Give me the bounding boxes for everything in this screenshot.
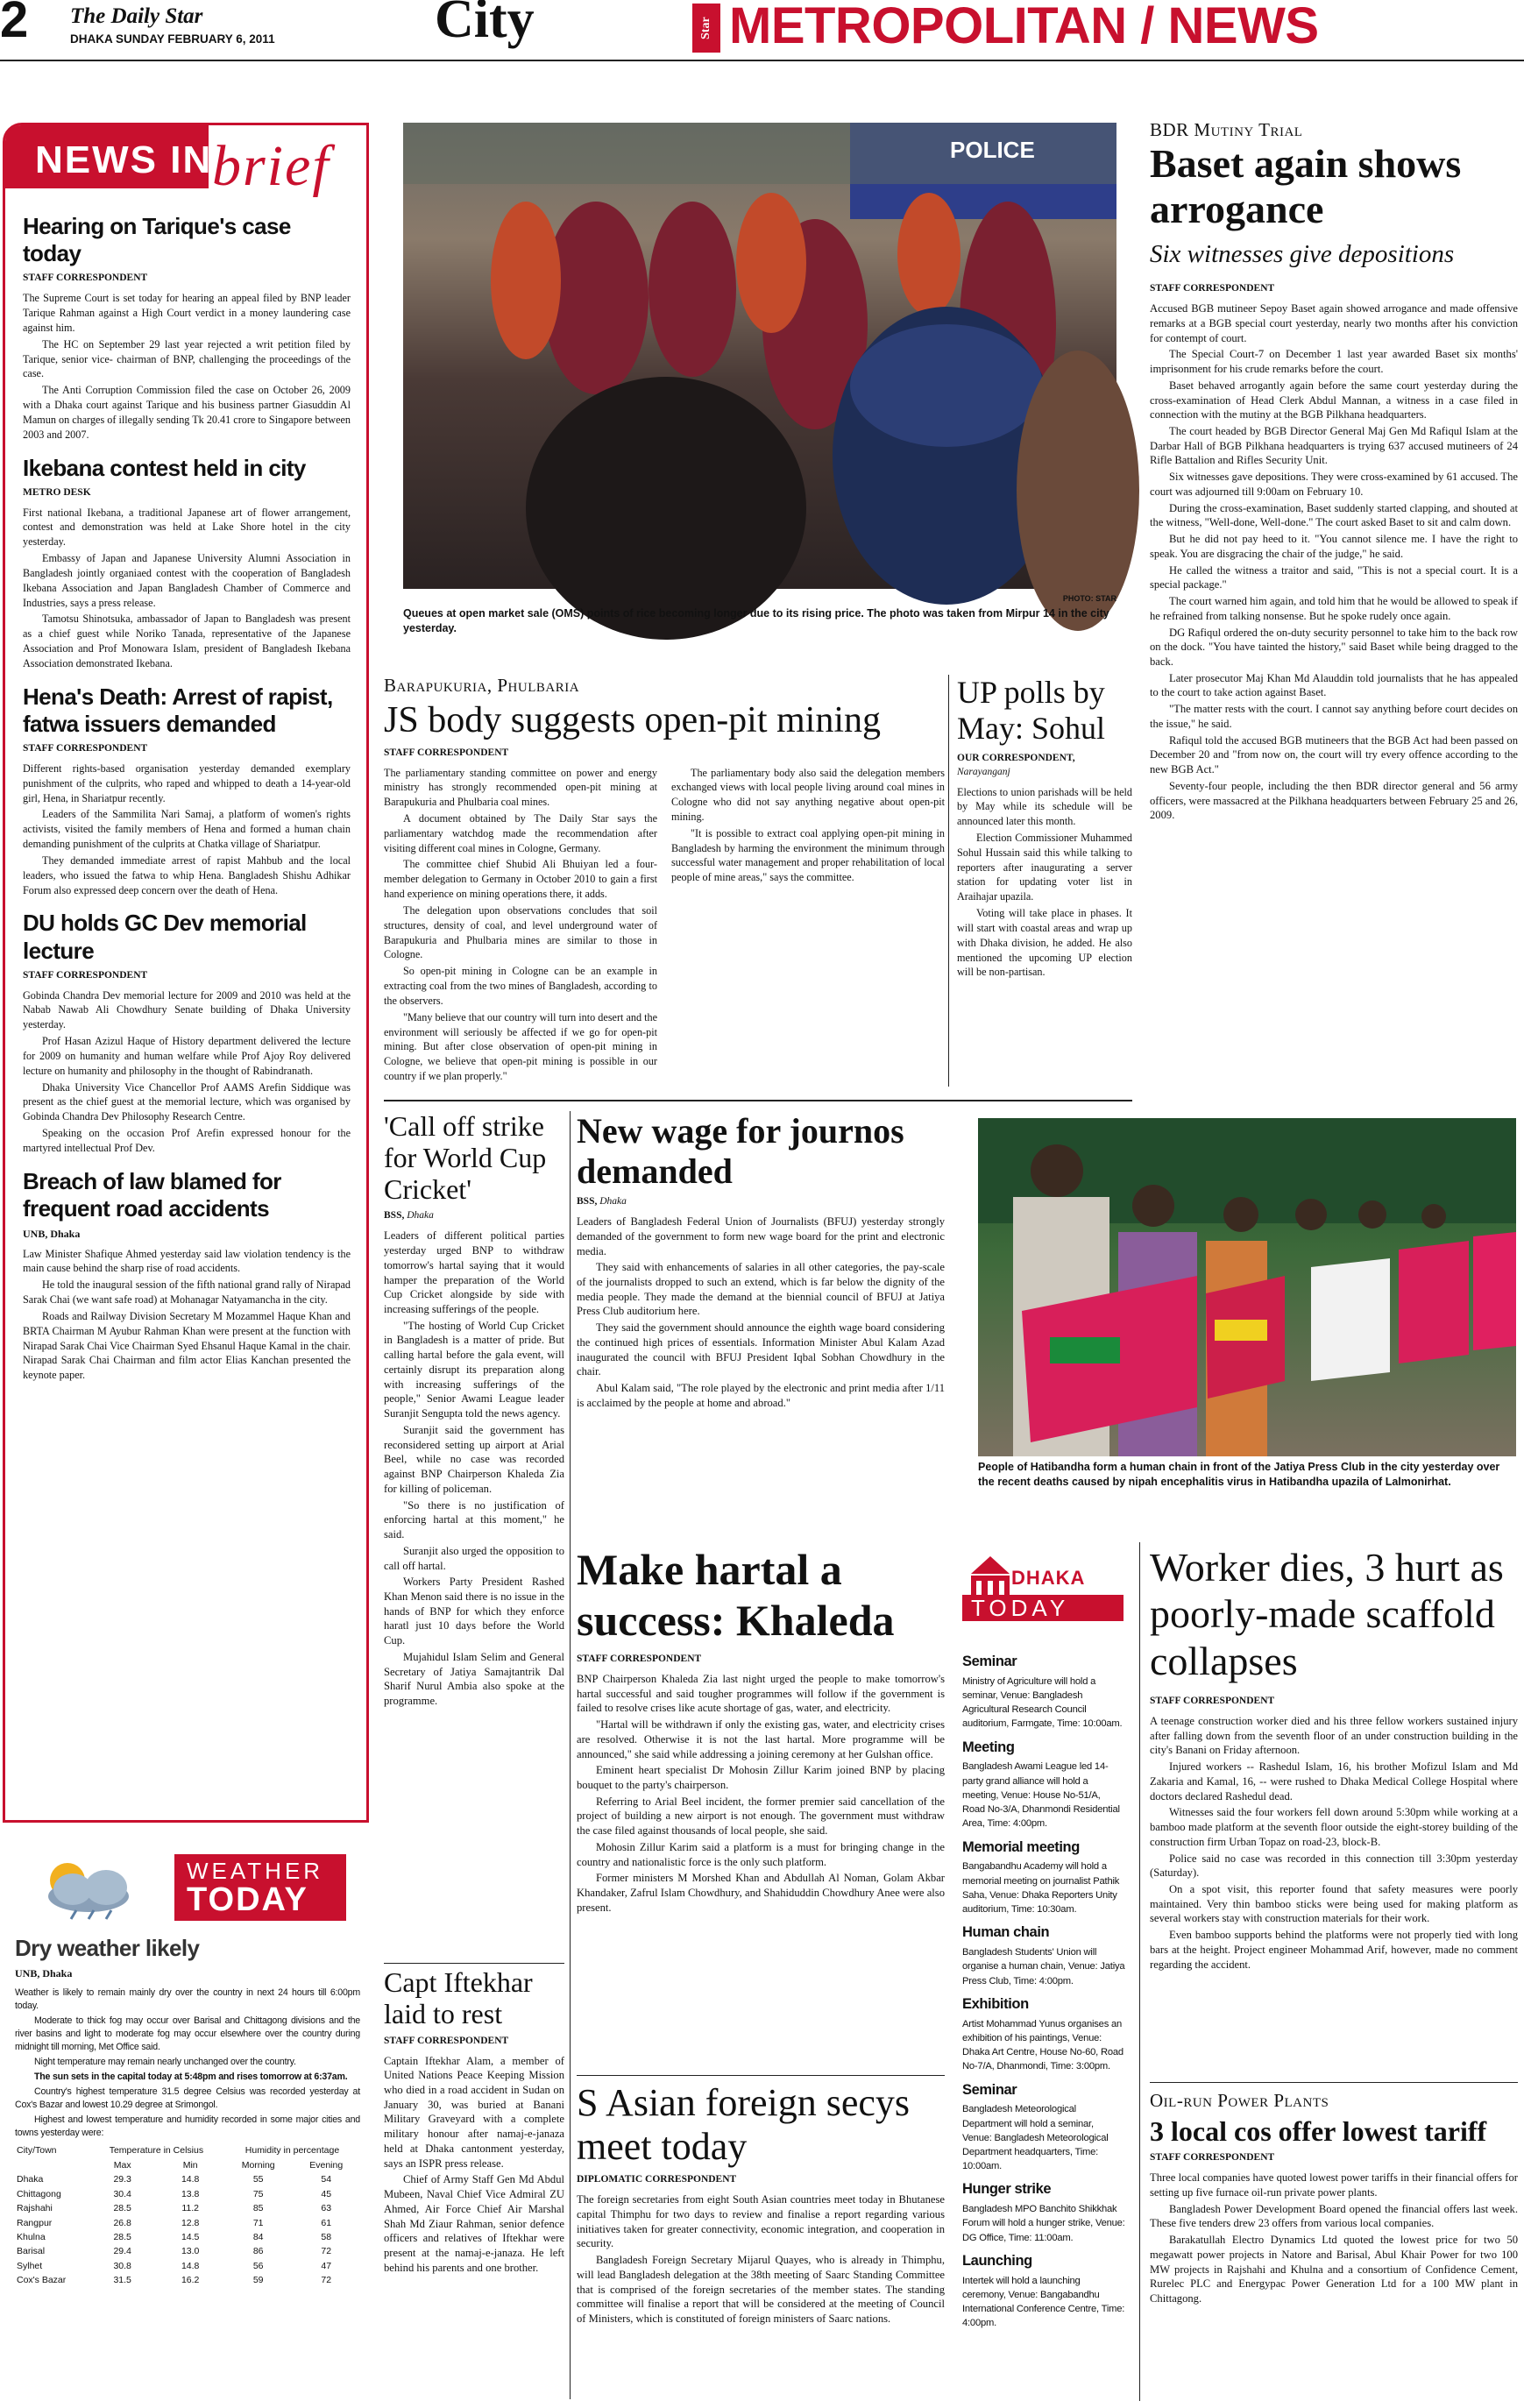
brief-header-bar	[5, 125, 366, 197]
brief-title-script: brief	[212, 134, 330, 198]
brief-item	[23, 213, 351, 443]
table-cell: 29.3	[113, 2174, 131, 2185]
event-item	[962, 1923, 1125, 1987]
event-text: Bangladesh Students' Union will organise a human chain, Venue: Jatiya Press Club, Time: 4:00pm.	[962, 1947, 1125, 1987]
paragraph: They said with enhancements of salaries in all other categories, the pay-scale of the journalists dropped to such an extend, which is far below the dignity of the media people. They made the demand at the biennial council of BFUJ at Jatiya Press Club auditorium here.	[577, 1261, 945, 1318]
paragraph: Embassy of Japan and Japanese University Alumni Association in Bangladesh jointly organiaed contest with the cooperation of Bangladesh Ikebana Association and Japan Bangladesh Chamber of Commerce and Industries, says a press release.	[23, 552, 351, 609]
paragraph: Elections to union parishads will be held by May while its schedule will be announced later this month.	[957, 785, 1132, 828]
paragraph: Referring to Arial Beel incident, the former premier said cancellation of the project of building a new airport is not enough. The government must withdraw the case filed against thousands of local people, she said.	[577, 1795, 945, 1838]
js-headline: JS body suggests open-pit mining	[384, 700, 882, 741]
paragraph: The parliamentary standing committee on power and energy ministry has strongly recommended open-pit mining at Barapukuria and Phulbaria coal mines.	[384, 766, 657, 809]
weather-banner	[3, 1845, 364, 1926]
brief-item	[23, 455, 351, 671]
hartal-byline: STAFF CORRESPONDENT	[577, 1654, 702, 1664]
event-item	[962, 1652, 1125, 1732]
paragraph: They said the government should announce the eighth wage board considering the continued high prices of essentials. Information Minister Abul Kalam Azad inaugurated the council with BFUJ President Iqbal Sobhan Chowdhury in the chair.	[577, 1321, 945, 1378]
paragraph: The Anti Corruption Commission filed the case on October 26, 2009 with a Dhaka court against Tarique and his business partner Giasuddin Al Mamun on charges of illegally sending Tk 20.41 crore to Singapore between 2003 and 2007.	[23, 384, 351, 441]
paragraph: Leaders of Bangladesh Federal Union of Journalists (BFUJ) yesterday strongly demanded of the government to form new wage board for the print and electronic media.	[577, 1215, 945, 1257]
photo2-caption: People of Hatibandha form a human chain in front of the Jatiya Press Club in the city yesterday over the recent deaths caused by nipah encephalitis virus in Hatibandha upazila of Lalmonirhat.	[978, 1461, 1500, 1488]
event-item	[962, 1838, 1125, 1917]
table-cell: Rajshahi	[17, 2203, 53, 2214]
table-header: Temperature in Celsius	[109, 2145, 204, 2157]
table-cell: 12.8	[181, 2217, 200, 2228]
table-cell: 47	[321, 2260, 332, 2271]
bdr-kicker: BDR Mutiny Trial	[1150, 119, 1303, 140]
callstrike-place: Dhaka	[407, 1210, 434, 1222]
brief-byline: STAFF CORRESPONDENT	[23, 969, 148, 981]
masthead	[0, 0, 1524, 63]
worker-story	[1150, 1544, 1518, 2070]
paragraph: Barakatullah Electro Dynamics Ltd quoted the lowest price for two 50 megawatt power projects in Natore and Barisal, Abul Khair Power for two 100 MW projects in Rajshahi and Khulna and a consortium of Confidence Cement, Rurelec PLC and Energypac Power Generation Ltd for a 100 MW plant in Chittagong.	[1150, 2234, 1518, 2305]
paragraph: The parliamentary body also said the delegation members exchanged views with local people living around coal mines in Cologne who did not say anything negative about open-pit mining.	[671, 766, 945, 823]
table-cell: Barisal	[17, 2246, 46, 2257]
js-story	[384, 675, 945, 1095]
paragraph: Country's highest temperature 31.5 degree Celsius was recorded yesterday at Cox's Bazar and lowest 10.29 degree at Srimongol.	[15, 2086, 360, 2110]
oms-queue-photo-art	[403, 123, 1116, 589]
paragraph: Former ministers M Morshed Khan and Abdullah Al Noman, Golam Akbar Khandaker, Zafrul Islam Chowdhury, and Shahiduddin Chowdhury Anee were also present.	[577, 1872, 945, 1914]
paragraph: Mohosin Zillur Karim said a platform is a must for bringing change in the country and nationalistic force is the only such platform.	[577, 1840, 945, 1868]
table-cell: 31.5	[113, 2275, 131, 2286]
up-place: Narayanganj	[957, 766, 1010, 777]
paragraph: Mujahidul Islam Selim and General Secretary of Jatiya Samajtantrik Dal Sharif Nurul Ambia also spoke at the programme.	[384, 1650, 564, 1708]
weather-banner-bottom: TODAY	[187, 1881, 308, 1918]
sun-line: The sun sets in the capital today at 5:48pm and rises tomorrow at 6:37am.	[34, 2071, 348, 2082]
js-columns	[384, 766, 945, 1090]
page-number: 2	[0, 0, 29, 48]
journos-byline-wrap	[577, 1195, 945, 1209]
table-cell: 86	[252, 2246, 264, 2257]
paragraph: Night temperature may remain nearly unchanged over the country.	[34, 2056, 296, 2067]
table-row	[15, 2244, 360, 2258]
event-title: Hunger strike	[962, 2181, 1052, 2198]
event-item	[962, 1738, 1125, 1831]
paragraph: Even bamboo supports behind the platforms were not properly tied with long bars at the height. Project engineer Mohammad Arif, however, made no comment regarding the accident.	[1150, 1929, 1518, 1971]
brief-items	[23, 213, 351, 1817]
paragraph: "So there is no justification of enforcing hartal at this moment," he said.	[384, 1498, 564, 1541]
hartal-headline: Make hartal a success: Khaleda	[577, 1545, 895, 1645]
photo2-credit: PHOTO: STAR	[953, 1344, 961, 1399]
news-in-brief-box	[3, 123, 369, 1823]
bdr-story	[1150, 119, 1518, 1092]
human-chain-photo	[953, 1118, 1516, 1456]
human-chain-photo-art	[978, 1118, 1516, 1456]
dateline: DHAKA SUNDAY FEBRUARY 6, 2011	[70, 32, 275, 46]
event-text: Bangabandhu Academy will hold a memorial meeting on journalist Pathik Saha, Venue: Dhaka Reporters Unity auditorium, Time: 10:30am.	[962, 1861, 1120, 1916]
paragraph: Suranjit also urged the opposition to call off hartal.	[384, 1544, 564, 1572]
paragraph: Bangladesh Foreign Secretary Mijarul Quayes, who is already in Thimphu, will lead Bangladesh delegation at the 38th meeting of Saarc Standing Committee that is comprised of the foreign secretaries of the member states. The standing committee will finalise a report that will be considered at the meeting of Council of Ministers, which is constituted of foreign ministers of Saarc nations.	[577, 2254, 945, 2326]
dhaka-today-bottom: TODAY	[971, 1595, 1070, 1621]
paragraph: Three local companies have quoted lowest power tariffs in their financial offers for setting up five furnace oil-run private power plants.	[1150, 2171, 1518, 2199]
journos-headline: New wage for journos demanded	[577, 1111, 904, 1191]
event-title: Seminar	[962, 1654, 1017, 1669]
iftekhar-byline: STAFF CORRESPONDENT	[384, 2035, 509, 2046]
paragraph: A teenage construction worker died and his three fellow workers sustained injury after falling down from the seventh floor of an under construction building in the city's Banani on Friday afternoon.	[1150, 1714, 1518, 1757]
paragraph: A document obtained by The Daily Star says the parliamentary watchdog made the recommendation after visiting different coal mines in Cologne, Germany.	[384, 811, 657, 854]
section-metropolitan: METROPOLITAN / NEWS	[729, 0, 1319, 54]
paragraph: Eminent heart specialist Dr Mohosin Zillur Karim joined BNP by placing bouquet to the party's chairperson.	[577, 1764, 945, 1791]
event-text: Bangladesh MPO Banchito Shikkhak Forum will hold a hunger strike, Venue: DG Office, Time: 11:00am.	[962, 2204, 1125, 2243]
table-cell: 11.2	[181, 2203, 199, 2214]
paragraph: Leaders of different political parties yesterday urged BNP to withdraw tomorrow's hartal saying that it would hamper the preparation of the World Cup Cricket alongside by side with increasing sufferings of the people.	[384, 1229, 564, 1316]
brief-byline: METRO DESK	[23, 486, 91, 498]
table-header: Min	[182, 2159, 198, 2171]
brief-headline: Hena's Death: Arrest of rapist, fatwa issuers demanded	[23, 683, 333, 737]
journos-place: Dhaka	[599, 1196, 627, 1208]
up-byline: OUR CORRESPONDENT,	[957, 752, 1075, 763]
paragraph: The committee chief Shubid Ali Bhuiyan led a four-member delegation to Germany in October 2010 to gain a first hand experience on mining operations there, it adds.	[384, 858, 657, 901]
table-cell: 26.8	[113, 2217, 131, 2228]
journos-byline: BSS,	[577, 1196, 598, 1208]
secys-story	[577, 2075, 945, 2406]
table-header: City/Town	[17, 2145, 57, 2157]
dhaka-today-list	[962, 1646, 1125, 2399]
event-item	[962, 2179, 1125, 2244]
table-header: Evening	[309, 2159, 344, 2171]
event-text: Bangladesh Meteorological Department will hold a seminar, Venue: Bangladesh Meteorological Department headquarters, Time: 10:00am.	[962, 2104, 1109, 2172]
table-cell: 29.4	[113, 2246, 131, 2257]
table-cell: 13.8	[181, 2188, 200, 2199]
journos-story	[577, 1111, 945, 1532]
tariff-story	[1150, 2082, 1518, 2406]
worker-headline: Worker dies, 3 hurt as poorly-made scaffold collapses	[1150, 1545, 1504, 1683]
paragraph: "It is possible to extract coal applying open-pit mining in Bangladesh by harming the environment the minimum through successful water management and proper rehabilitation of local people of mine areas," says the committee.	[671, 826, 945, 884]
up-polls-story	[957, 675, 1132, 1095]
paragraph: Rafiqul told the accused BGB mutineers that the BGB Act had been passed on December 20 and "from now on, the court will try every offence according to the new BGB Act."	[1150, 733, 1518, 776]
paper-name: The Daily Star	[70, 4, 203, 28]
rule	[384, 1963, 564, 1964]
paragraph: "The hosting of World Cup Cricket in Bangladesh is a matter of pride. But calling hartal before the gala event, will certainly disrupt its preparation along with increasing sufferings of the people," Senior Awami League leader Suranjit Sengupta told the news agency.	[384, 1319, 564, 1420]
paragraph: Highest and lowest temperature and humidity recorded in some major cities and towns yesterday were:	[15, 2114, 360, 2139]
paragraph: "Hartal will be withdrawn if only the existing gas, water, and electricity crises are resolved. Otherwise it is not the last hartal. More programme will be announced," she said while addressing a joining ceremony at her Gulshan office.	[577, 1718, 945, 1760]
paragraph: First national Ikebana, a traditional Japanese art of flower arrangement, contest and demonstration was held at Lake Shore hotel in the city yesterday.	[23, 506, 351, 549]
secys-byline: DIPLOMATIC CORRESPONDENT	[577, 2174, 737, 2185]
table-cell: Khulna	[17, 2231, 46, 2242]
table-cell: 63	[321, 2203, 332, 2214]
paragraph: Bangladesh Power Development Board opened the financial offers last week. These five tenders drew 23 offers from various local companies.	[1150, 2202, 1518, 2230]
brief-item	[23, 683, 351, 898]
table-cell: 30.4	[113, 2188, 131, 2199]
weather-byline: UNB, Dhaka	[15, 1967, 73, 1980]
event-text: Intertek will hold a launching ceremony, Venue: Bangabandhu International Conference Centre, Time: 4:00pm.	[962, 2275, 1125, 2329]
table-cell: Rangpur	[17, 2217, 53, 2228]
weather-banner-top: WEATHER	[187, 1858, 324, 1884]
paragraph: The court warned him again, and told him that he would be allowed to speak if he refrained from talking nonsense. But he spoke rudely once again.	[1150, 595, 1518, 622]
brief-headline: Hearing on Tarique's case today	[23, 213, 291, 267]
call-off-strike-story	[384, 1111, 564, 1970]
paragraph: Later prosecutor Maj Khan Md Alauddin told journalists that he has appealed to the court to take action against Baset.	[1150, 671, 1518, 699]
event-item	[962, 2080, 1125, 2174]
table-row	[15, 2259, 360, 2273]
paragraph: Election Commissioner Muhammed Sohul Hussain said this while talking to reporters after inaugurating a server station for updating voter list in Araihajar upazila.	[957, 831, 1132, 903]
table-row	[15, 2172, 360, 2186]
iftekhar-headline: Capt Iftekhar laid to rest	[384, 1966, 533, 2029]
tariff-kicker: Oil-run Power Plants	[1150, 2090, 1329, 2111]
table-row	[15, 2273, 360, 2287]
up-headline: UP polls by May: Sohul	[957, 675, 1106, 747]
event-title: Human chain	[962, 1924, 1050, 1941]
paragraph: On a spot visit, this reporter found that safety measures were poorly maintained. Very thin bamboo sticks were being used for making platform as several workers stay with construction materials for their work.	[1150, 1883, 1518, 1925]
paragraph: The court headed by BGB Director General Maj Gen Md Rafiqul Islam at the Darbar Hall of BGB Pilkhana headquarters is trying 637 accused mutineers of 24 Rifle Battalion and Rifles Security Unit.	[1150, 424, 1518, 467]
paragraph: Voting will take place in phases. It will start with coastal areas and wrap up with Dhaka division, he added. He also mentioned the upcoming UP election will be non-partisan.	[957, 907, 1132, 979]
table-header: Max	[113, 2159, 131, 2171]
bdr-subhead: Six witnesses give depositions	[1150, 240, 1455, 269]
masthead-rule	[0, 60, 1524, 61]
table-cell: 14.8	[181, 2260, 200, 2271]
callstrike-headline: 'Call off strike for World Cup Cricket'	[384, 1110, 547, 1205]
table-cell: Cox's Bazar	[17, 2275, 67, 2286]
brief-byline: STAFF CORRESPONDENT	[23, 743, 148, 754]
brief-headline: Ikebana contest held in city	[23, 454, 306, 481]
paragraph: During the cross-examination, Baset suddenly started clapping, and shouted at the witness, "Well-done, Well-done." The court asked Baset to sit and calm down.	[1150, 501, 1518, 529]
brief-title-main: NEWS IN	[35, 138, 213, 181]
paragraph: Weather is likely to remain mainly dry over the country in next 24 hours till 6:00pm today.	[15, 1987, 360, 2011]
event-text: Artist Mohammad Yunus organises an exhibition of his paintings, Venue: Dhaka Art Centre, House No-60, Road No-7/A, Dhanmondi, Time: 3:00pm.	[962, 2018, 1124, 2072]
table-cell: Sylhet	[17, 2260, 43, 2271]
table-row	[15, 2187, 360, 2201]
weather-box	[3, 1837, 369, 2406]
table-cell: Dhaka	[17, 2174, 44, 2185]
paragraph: The Supreme Court is set today for hearing an appeal filed by BNP leader Tarique Rahman against a High Court verdict in a money laundering case against him.	[23, 292, 351, 334]
table-cell: 72	[321, 2275, 332, 2286]
bdr-headline: Baset again shows arrogance	[1150, 141, 1462, 231]
table-cell: Chittagong	[17, 2188, 61, 2199]
rule	[577, 2075, 945, 2076]
paragraph: But he did not pay heed to it. "You cannot silence me. I have the right to speak. You are disgracing the chair of the judge," he said.	[1150, 533, 1518, 560]
paragraph: "The matter rests with the court. I cannot say anything before court decides on the issue," he said.	[1150, 703, 1518, 730]
column-rule	[570, 1111, 571, 2399]
js-kicker: Barapukuria, Phulbaria	[384, 675, 580, 696]
event-title: Launching	[962, 2252, 1032, 2269]
oms-queue-photo	[403, 123, 1116, 589]
photo1-caption: Queues at open market sale (OMS) points of rice becoming longer due to its rising price. The photo was taken from Mirpur 14 in the city yesterday.	[403, 607, 1109, 634]
table-header: Morning	[241, 2159, 275, 2171]
table-cell: 85	[252, 2203, 264, 2214]
paragraph: Chief of Army Staff Gen Md Abdul Mubeen, Naval Chief Vice Admiral ZU Ahmed, Air Force Chief Air Marshal Shah Md Ziaur Rahman, senior defence officers and relatives of Iftekhar were present at the namaj-e-janaza. He left behind his parents and one brother.	[384, 2173, 564, 2274]
table-cell: 56	[252, 2260, 264, 2271]
table-cell: 55	[252, 2174, 264, 2185]
table-cell: 28.5	[113, 2231, 131, 2242]
brief-byline: UNB, Dhaka	[23, 1228, 81, 1241]
table-cell: 72	[321, 2246, 332, 2257]
weather-table	[15, 2143, 360, 2288]
hartal-story	[577, 1544, 945, 2070]
event-item	[962, 2251, 1125, 2331]
paragraph: Suranjit said the government has reconsidered setting up airport at Arial Beel, while no case was recorded against BNP Chairperson Khaleda Zia for killing of policeman.	[384, 1423, 564, 1495]
paragraph: He called the witness a traitor and said, "This is not a special court. It is a special package."	[1150, 563, 1518, 591]
event-title: Exhibition	[962, 1995, 1029, 2012]
event-title: Seminar	[962, 2081, 1017, 2098]
paragraph: Roads and Railway Division Secretary M Mozammel Haque Khan and BRTA Chairman M Ayubur Rahman Khan were present at the function with Nirapad Sarak Chai Vice Chairman Syed Ehsanul Haque Kamal in the chair. Nirapad Sarak Chai Chairman and film actor Elias Kanchan presented the keynote paper.	[23, 1309, 351, 1382]
paragraph: Speaking on the occasion Prof Arefin expressed honour for the martyred intellectual Prof Dev.	[23, 1127, 351, 1154]
table-cell: 54	[321, 2174, 332, 2185]
event-text: Ministry of Agriculture will hold a seminar, Venue: Bangladesh Agricultural Research Council auditorium, Farmgate, Time: 10:00am.	[962, 1675, 1123, 1730]
table-cell: 14.8	[181, 2174, 200, 2185]
worker-byline: STAFF CORRESPONDENT	[1150, 1696, 1275, 1707]
brief-item	[23, 1168, 351, 1383]
star-logo: Star	[692, 4, 720, 53]
weather-headline: Dry weather likely	[15, 1935, 200, 1961]
column-rule	[948, 675, 949, 1087]
paragraph: Tamotsu Shinotsuka, ambassador of Japan to Bangladesh was present as a chief guest while Noriko Tanada, representative of the Japanese Association and Prof Monowara Islam, president of Bangladesh Ikebana Association demonstrated Ikebana.	[23, 613, 351, 669]
tariff-headline: 3 local cos offer lowest tariff	[1150, 2115, 1487, 2148]
police-van-text: POLICE	[950, 137, 1035, 163]
table-cell: 71	[252, 2217, 264, 2228]
rule	[1150, 2082, 1518, 2083]
table-row	[15, 2230, 360, 2244]
paragraph: Injured workers -- Rashedul Islam, 16, his brother Mofizul Islam and Md Zakaria and Kamal, 16, -- were rushed to Dhaka Medical College Hospital where doctors declared Rashedul dead.	[1150, 1760, 1518, 1802]
bdr-byline: STAFF CORRESPONDENT	[1150, 283, 1275, 294]
table-header: Humidity in percentage	[245, 2145, 340, 2157]
dhaka-today-box	[957, 1555, 1132, 2404]
paragraph: Police said no case was recorded in this connection till 3:30pm yesterday (Saturday).	[1150, 1852, 1518, 1880]
paragraph: The foreign secretaries from eight South Asian countries meet today in Bhutanese capital Thimphu for two days to review and finalise a report regarding various initiatives taken for greater connectivity, economic integration, and cooperation in security.	[577, 2193, 945, 2250]
callstrike-byline: BSS,	[384, 1210, 405, 1222]
paragraph: The Special Court-7 on December 1 last year awarded Baset six months' imprisonment for his crude remarks before the court.	[1150, 348, 1518, 376]
table-cell: 30.8	[113, 2260, 131, 2271]
table-cell: 14.5	[181, 2231, 200, 2242]
table-row	[15, 2201, 360, 2215]
paragraph: Six witnesses gave depositions. They were cross-examined by 61 accused. The court was adjourned till 9:00am on February 10.	[1150, 471, 1518, 498]
paragraph: Law Minister Shafique Ahmed yesterday said law violation tendency is the main cause behind the sharp rise of road accidents.	[23, 1247, 351, 1275]
paragraph: BNP Chairperson Khaleda Zia last night urged the people to make tomorrow's hartal successful and said tougher programmes will follow if the government is failed to resolve crises like acute shortage of gas, water, and electricity.	[577, 1672, 945, 1715]
dhaka-today-top: DHAKA	[1011, 1567, 1086, 1589]
brief-headline: DU holds GC Dev memorial lecture	[23, 910, 307, 964]
table-row	[15, 2216, 360, 2230]
paragraph: DG Rafiqul ordered the on-duty security personnel to take him to the back row on the dock. "You have tainted the history," said Baset while being dragged to the back.	[1150, 626, 1518, 668]
weather-body	[15, 1935, 360, 2404]
section-rule	[384, 1100, 1132, 1101]
paragraph: Different rights-based organisation yesterday demanded exemplary punishment of the culprits, who raped and whipped to death a 14-year-old girl, Hena, in Shariatpur recently.	[23, 761, 351, 804]
iftekhar-story	[384, 1963, 564, 2405]
event-item	[962, 1994, 1125, 2074]
table-cell: 16.2	[181, 2275, 200, 2286]
brief-item	[23, 910, 351, 1155]
table-cell: 75	[252, 2188, 264, 2199]
cloud-icon	[24, 1858, 146, 1919]
brief-headline: Breach of law blamed for frequent road accidents	[23, 1167, 281, 1222]
paragraph: Gobinda Chandra Dev memorial lecture for 2009 and 2010 was held at the Nabab Nawab Ali Chowdhury Senate building of Dhaka University yesterday.	[23, 988, 351, 1031]
paragraph: Baset behaved arrogantly again before the same court yesterday during the cross-examination of Head Clerk Abdul Mannan, a witness in a case filed in connection with the mutiny at the BGB Pilkhana headquarters.	[1150, 379, 1518, 421]
paragraph: They demanded immediate arrest of rapist Mahbub and the local leaders, who issued the fatwa to whip Hena. Bangladesh Shishu Adhikar Forum also expressed deep concern over the death of Hena.	[23, 853, 351, 896]
paragraph: Abul Kalam said, "The role played by the electronic and print media after 1/11 is acclaimed by the people at home and abroad."	[577, 1382, 945, 1409]
paragraph: Moderate to thick fog may occur over Barisal and Chittagong divisions and the river basins and light to moderate fog may occur elsewhere over the country during midnight till morning, Met Office said.	[15, 2015, 360, 2052]
paragraph: Prof Hasan Azizul Haque of History department delivered the lecture for 2009 on humanity and human welfare while Prof Ajoy Roy delivered lecture on humanity and philosophy in the thought of Rabindranath.	[23, 1035, 351, 1077]
paragraph: Witnesses said the four workers fell down around 5:30pm while working at a bamboo made platform at the seventh floor outside the eight-storey building of the construction firm Urban Topaz on road-23, block-B.	[1150, 1806, 1518, 1848]
table-cell: 61	[321, 2217, 332, 2228]
table-cell: 45	[321, 2188, 332, 2199]
paragraph: Dhaka University Vice Chancellor Prof AAMS Arefin Siddique was present as the chief guest at the memorial lecture, which was organised by Gobinda Chandra Dev Philosophy Research Centre.	[23, 1080, 351, 1123]
table-cell: 13.0	[181, 2246, 200, 2257]
table-cell: 84	[252, 2231, 264, 2242]
paragraph: Captain Iftekhar Alam, a member of United Nations Peace Keeping Mission who died in a road accident in Sudan on January 30, was buried at Banani Military Graveyard with a complete military honour after namaj-e-janaza held at Dhaka cantonment yesterday, says an ISPR press release.	[384, 2054, 564, 2170]
photo1-credit: PHOTO: STAR	[1062, 594, 1116, 603]
paragraph: So open-pit mining in Cologne can be an example in extracting coal from the two mines of Bangladesh, according to the observers.	[384, 965, 657, 1007]
column-rule	[1139, 1542, 1140, 2401]
paragraph: He told the inaugural session of the fifth national grand rally of Nirapad Sarak Chai (we want safe road) at Mohanagar Natyamancha in the city.	[23, 1278, 351, 1307]
tariff-byline: STAFF CORRESPONDENT	[1150, 2152, 1275, 2164]
table-cell: 59	[252, 2275, 264, 2286]
event-title: Memorial meeting	[962, 1838, 1080, 1855]
paragraph: The HC on September 29 last year rejected a writ petition filed by Tarique, senior vice- chairman of BNP, challenging the proceedings of the case.	[23, 337, 351, 380]
event-text: Bangladesh Awami League led 14-party grand alliance will hold a meeting, Venue: House No-51/A, Road No-3/A, Dhanmondi Residential Area, Time: 4:00pm.	[962, 1761, 1120, 1830]
js-byline: STAFF CORRESPONDENT	[384, 747, 509, 758]
section-city: City	[435, 0, 535, 49]
event-title: Meeting	[962, 1739, 1015, 1755]
brief-byline: STAFF CORRESPONDENT	[23, 273, 148, 284]
callstrike-byline-wrap	[384, 1209, 564, 1223]
paragraph: Seventy-four people, including the then BDR director general and 56 army officers, were massacred at the Pilkhana headquarters between February 25 and 26, 2009.	[1150, 779, 1518, 822]
paragraph: Leaders of the Sammilita Nari Samaj, a platform of women's rights activists, visited the family members of Hena and formed a human chain demanding punishment of the culprits at Chatka village of Shariatpur.	[23, 808, 351, 851]
paragraph: The delegation upon observations concludes that soil structures, density of coal, and level underground water of Barapukuria and Phulbaria mines are similar to those in Cologne.	[384, 903, 657, 961]
paragraph: Workers Party President Rashed Khan Menon said there is no issue in the hands of BNP for which they enforce haratl just 10 days before the World Cup.	[384, 1576, 564, 1647]
table-cell: 58	[321, 2231, 332, 2242]
secys-headline: S Asian foreign secys meet today	[577, 2081, 911, 2169]
paragraph: Accused BGB mutineer Sepoy Baset again showed arrogance and made offensive remarks at a BGB special court yesterday, nearly two months after his conviction for contempt of court.	[1150, 302, 1518, 344]
table-cell: 28.5	[113, 2203, 131, 2214]
dhaka-today-banner	[959, 1555, 1131, 1625]
paragraph: "Many believe that our country will turn into desert and the environment will seriously be affected if we go for open-pit mining. But after close observation of open-pit mining in Cologne, we believe that open-pit mining is possible in our country if we plan properly."	[384, 1010, 657, 1083]
